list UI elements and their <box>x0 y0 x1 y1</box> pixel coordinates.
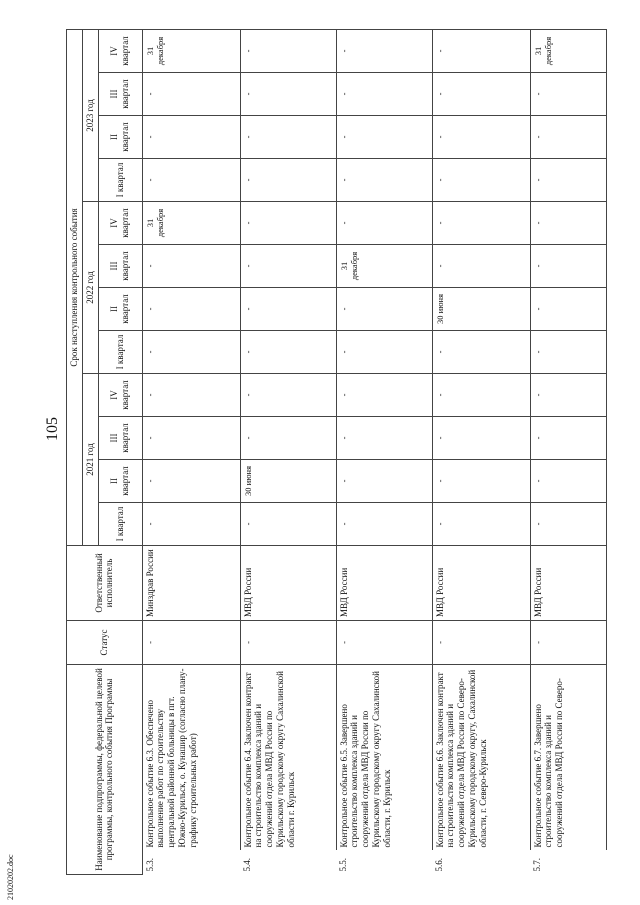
header-quarter: III квартал <box>98 72 142 115</box>
quarter-cell: - <box>530 330 606 373</box>
header-status: Статус <box>67 620 143 664</box>
quarter-cell: - <box>530 72 606 115</box>
quarter-cell: - <box>142 115 240 158</box>
header-responsible: Ответственный исполнитель <box>67 545 143 620</box>
row-event-name: Контрольное событие 6.7. Завершено строительство комплекса зданий и сооружений отдела МВД России по Северо- <box>530 664 606 850</box>
row-number: 5.4. <box>242 858 253 872</box>
quarter-cell: - <box>530 459 606 502</box>
row-responsible: МВД России <box>530 545 606 620</box>
row-responsible: МВД России <box>240 545 336 620</box>
quarter-cell: - <box>432 201 530 244</box>
quarter-cell: 31 декабря <box>530 29 606 72</box>
quarter-cell: - <box>432 29 530 72</box>
quarter-cell: - <box>336 373 432 416</box>
quarter-cell: - <box>336 201 432 244</box>
quarter-cell: - <box>142 72 240 115</box>
quarter-cell: - <box>432 373 530 416</box>
quarter-cell: - <box>530 502 606 545</box>
row-event-name: Контрольное событие 6.6. Заключен контракт на строительство комплекса зданий и сооружений отдела МВД России по Северо-Курильскому городскому округу, Сахалинской области, г. Северо-Курильск <box>432 664 530 850</box>
page-number: 105 <box>44 417 61 441</box>
quarter-cell: - <box>432 416 530 459</box>
quarter-cell: 30 июня <box>432 287 530 330</box>
quarter-cell: - <box>240 502 336 545</box>
quarter-cell: - <box>142 244 240 287</box>
control-events-table <box>66 29 607 875</box>
quarter-cell: - <box>432 244 530 287</box>
quarter-cell: - <box>142 373 240 416</box>
quarter-cell: - <box>240 330 336 373</box>
header-year-2022: 2022 год <box>82 201 98 373</box>
quarter-cell: - <box>142 158 240 201</box>
quarter-cell: - <box>142 502 240 545</box>
header-quarter: II квартал <box>98 115 142 158</box>
rotated-table-container <box>66 30 566 875</box>
quarter-cell: - <box>240 115 336 158</box>
quarter-cell: - <box>530 115 606 158</box>
header-quarter: IV квартал <box>98 373 142 416</box>
quarter-cell: - <box>336 115 432 158</box>
quarter-cell: - <box>142 287 240 330</box>
quarter-cell: - <box>432 158 530 201</box>
quarter-cell: - <box>336 330 432 373</box>
row-event-name: Контрольное событие 6.4. Заключен контракт на строительство комплекса зданий и сооружений отдела МВД России по Курильскому городскому округу Сахалинской области г. Курильск <box>240 664 336 850</box>
quarter-cell: - <box>530 416 606 459</box>
quarter-cell: - <box>336 459 432 502</box>
table-row <box>530 29 606 874</box>
quarter-cell: - <box>336 158 432 201</box>
header-quarter: III квартал <box>98 244 142 287</box>
quarter-cell: - <box>240 373 336 416</box>
quarter-cell: - <box>142 459 240 502</box>
quarter-cell: - <box>530 158 606 201</box>
footer-doc-name: 21020202.doc <box>6 854 15 900</box>
quarter-cell: - <box>142 330 240 373</box>
quarter-cell: - <box>432 459 530 502</box>
quarter-cell: 31 декабря <box>142 201 240 244</box>
quarter-cell: - <box>432 115 530 158</box>
quarter-cell: - <box>142 416 240 459</box>
row-status: - <box>530 620 606 664</box>
header-name: Наименование подпрограммы, федеральной целевой программы, контрольного события Программы <box>67 664 143 874</box>
table-row <box>432 29 530 874</box>
header-quarter: III квартал <box>98 416 142 459</box>
header-year-2021: 2021 год <box>82 373 98 545</box>
quarter-cell: - <box>240 72 336 115</box>
quarter-cell: - <box>336 287 432 330</box>
quarter-cell: - <box>240 158 336 201</box>
quarter-cell: - <box>240 201 336 244</box>
header-quarter: II квартал <box>98 287 142 330</box>
table-row <box>142 29 240 874</box>
row-status: - <box>336 620 432 664</box>
quarter-cell: - <box>530 373 606 416</box>
quarter-cell: - <box>336 502 432 545</box>
row-status: - <box>142 620 240 664</box>
quarter-cell: - <box>336 29 432 72</box>
row-status: - <box>240 620 336 664</box>
table-row <box>336 29 432 874</box>
quarter-cell: - <box>240 244 336 287</box>
row-responsible: МВД России <box>432 545 530 620</box>
quarter-cell: 31 декабря <box>142 29 240 72</box>
header-deadline: Срок наступления контрольного события <box>67 29 83 545</box>
quarter-cell: - <box>240 416 336 459</box>
quarter-cell: - <box>240 29 336 72</box>
header-quarter: IV квартал <box>98 29 142 72</box>
header-quarter: II квартал <box>98 459 142 502</box>
quarter-cell: - <box>336 72 432 115</box>
quarter-cell: - <box>530 201 606 244</box>
quarter-cell: - <box>432 502 530 545</box>
row-event-name: Контрольное событие 6.3. Обеспечено выполнение работ по строительству центральной районной больницы в пгт. Южно-Курильск, о. Кунашир (согласно плану-графику строительных работ) <box>142 664 240 850</box>
row-number: 5.7. <box>532 858 543 872</box>
header-quarter: I квартал <box>98 330 142 373</box>
table-row <box>240 29 336 874</box>
row-number: 5.5. <box>338 858 349 872</box>
row-status: - <box>432 620 530 664</box>
quarter-cell: - <box>530 287 606 330</box>
quarter-cell: - <box>336 416 432 459</box>
quarter-cell: - <box>530 244 606 287</box>
row-number: 5.6. <box>434 858 445 872</box>
quarter-cell: - <box>432 72 530 115</box>
header-year-2023: 2023 год <box>82 29 98 201</box>
header-quarter: IV квартал <box>98 201 142 244</box>
header-quarter: I квартал <box>98 158 142 201</box>
row-number: 5.3. <box>144 858 155 872</box>
quarter-cell: - <box>240 287 336 330</box>
header-quarter: I квартал <box>98 502 142 545</box>
quarter-cell: - <box>432 330 530 373</box>
row-event-name: Контрольное событие 6.5. Завершено строительство комплекса зданий и сооружений отдела МВД России по Курильскому городскому округу Сахалинской области, г. Курильск <box>336 664 432 850</box>
row-responsible: Минздрав России <box>142 545 240 620</box>
quarter-cell: 31 декабря <box>336 244 432 287</box>
quarter-cell: 30 июня <box>240 459 336 502</box>
row-responsible: МВД России <box>336 545 432 620</box>
